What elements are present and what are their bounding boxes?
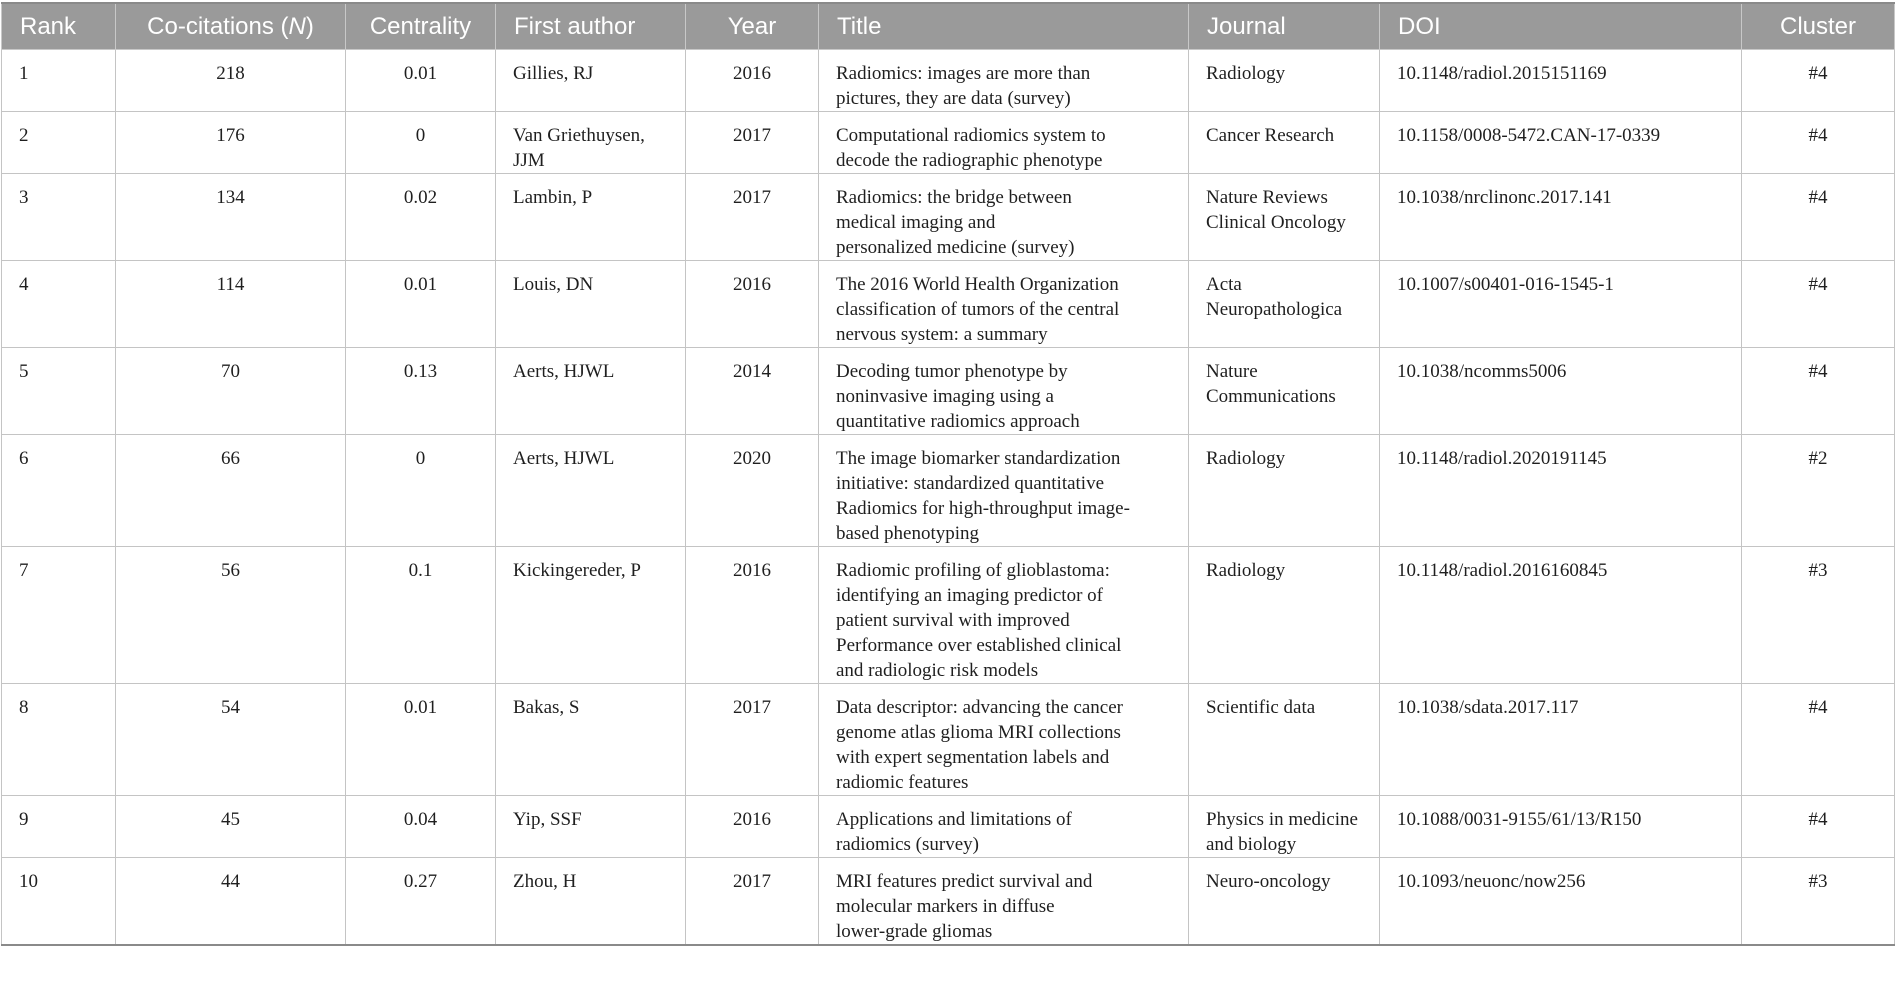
header-cocitations-n: N: [288, 13, 306, 40]
cell-cocitations: 70: [116, 348, 346, 435]
cell-year: 2016: [686, 547, 819, 684]
cell-title-line: genome atlas glioma MRI collections: [836, 722, 1121, 743]
cell-doi: 10.1088/0031-9155/61/13/R150: [1380, 796, 1742, 858]
cell-rank: 4: [2, 261, 116, 348]
cell-journal-line: Radiology: [1206, 448, 1286, 469]
cell-first-author: [496, 174, 686, 261]
cell-journal: [1189, 684, 1380, 796]
header-first-author: First author: [496, 3, 686, 50]
cell-year: 2016: [686, 261, 819, 348]
cell-first-author: [496, 684, 686, 796]
cell-title-line: based phenotyping: [836, 523, 980, 544]
cell-year: 2020: [686, 435, 819, 547]
cell-journal: [1189, 261, 1380, 348]
cell-rank: 6: [2, 435, 116, 547]
cell-cocitations: 114: [116, 261, 346, 348]
cell-title-line: pictures, they are data (survey): [836, 88, 1071, 109]
cell-title-line: personalized medicine (survey): [836, 237, 1075, 258]
cell-first-author: [496, 547, 686, 684]
cell-journal: [1189, 348, 1380, 435]
cell-year: 2017: [686, 858, 819, 946]
table-row: [2, 684, 1895, 796]
cell-rank: 5: [2, 348, 116, 435]
cell-journal-line: Acta: [1206, 274, 1242, 295]
cell-cocitations: 45: [116, 796, 346, 858]
cell-title: [819, 348, 1189, 435]
cell-journal-line: Physics in medicine: [1206, 809, 1358, 830]
cell-first-author-line: Aerts, HJWL: [513, 361, 615, 382]
cell-journal: [1189, 112, 1380, 174]
header-cocitations-suffix: ): [305, 13, 314, 40]
cell-title: [819, 684, 1189, 796]
cell-title: [819, 435, 1189, 547]
cell-centrality: 0: [346, 112, 496, 174]
cell-title-line: patient survival with improved: [836, 610, 1070, 631]
cell-doi: 10.1093/neuonc/now256: [1380, 858, 1742, 946]
cell-cocitations: 44: [116, 858, 346, 946]
cell-cluster: #3: [1742, 858, 1895, 946]
header-row: [2, 3, 1895, 50]
cell-journal: [1189, 796, 1380, 858]
cell-doi: 10.1038/sdata.2017.117: [1380, 684, 1742, 796]
cell-title-line: and radiologic risk models: [836, 660, 1039, 681]
cell-cocitations: 66: [116, 435, 346, 547]
cell-title-line: initiative: standardized quantitative: [836, 473, 1105, 494]
cell-first-author-line: Gillies, RJ: [513, 63, 594, 84]
table-body: [2, 50, 1895, 946]
cell-title-line: decode the radiographic phenotype: [836, 150, 1103, 171]
cell-year: 2014: [686, 348, 819, 435]
cell-doi: 10.1148/radiol.2016160845: [1380, 547, 1742, 684]
table-row: [2, 50, 1895, 112]
cell-journal-line: Clinical Oncology: [1206, 212, 1346, 233]
cell-first-author: [496, 50, 686, 112]
cell-cocitations: 54: [116, 684, 346, 796]
cell-cluster: #3: [1742, 547, 1895, 684]
cell-title-line: radiomic features: [836, 772, 969, 793]
cell-cluster: #2: [1742, 435, 1895, 547]
table-row: [2, 112, 1895, 174]
cell-first-author-line: Aerts, HJWL: [513, 448, 615, 469]
cell-title-line: The image biomarker standardization: [836, 448, 1121, 469]
cell-rank: 7: [2, 547, 116, 684]
header-cluster: Cluster: [1742, 3, 1895, 50]
cell-first-author-line: Zhou, H: [513, 871, 577, 892]
cell-doi: 10.1038/ncomms5006: [1380, 348, 1742, 435]
cell-title-line: identifying an imaging predictor of: [836, 585, 1103, 606]
header-title: Title: [819, 3, 1189, 50]
cell-journal: [1189, 547, 1380, 684]
cell-title: [819, 796, 1189, 858]
cell-rank: 3: [2, 174, 116, 261]
cell-title-line: Applications and limitations of: [836, 809, 1072, 830]
cell-cluster: #4: [1742, 261, 1895, 348]
cell-journal: [1189, 174, 1380, 261]
cell-journal-line: Cancer Research: [1206, 125, 1335, 146]
cell-first-author: [496, 435, 686, 547]
cell-title-line: medical imaging and: [836, 212, 996, 233]
table-row: [2, 858, 1895, 946]
cell-year: 2017: [686, 174, 819, 261]
cell-rank: 10: [2, 858, 116, 946]
cell-cocitations: 56: [116, 547, 346, 684]
cell-centrality: 0.02: [346, 174, 496, 261]
header-year: Year: [686, 3, 819, 50]
cell-first-author: [496, 796, 686, 858]
cell-year: 2016: [686, 796, 819, 858]
cocitation-table: [1, 2, 1895, 946]
cell-first-author-line: Kickingereder, P: [513, 560, 641, 581]
cell-title-line: Performance over established clinical: [836, 635, 1122, 656]
cell-cocitations: 176: [116, 112, 346, 174]
header-cocitations-prefix: Co-citations (: [147, 13, 289, 40]
cell-first-author-line: Bakas, S: [513, 697, 580, 718]
table-row: [2, 796, 1895, 858]
cell-journal: [1189, 858, 1380, 946]
table-row: [2, 174, 1895, 261]
cell-title: [819, 858, 1189, 946]
cell-year: 2017: [686, 684, 819, 796]
cell-journal-line: Radiology: [1206, 63, 1286, 84]
cell-cluster: #4: [1742, 112, 1895, 174]
cell-first-author: [496, 858, 686, 946]
cell-year: 2017: [686, 112, 819, 174]
cell-doi: 10.1158/0008-5472.CAN-17-0339: [1380, 112, 1742, 174]
cell-doi: 10.1148/radiol.2020191145: [1380, 435, 1742, 547]
cell-centrality: 0.27: [346, 858, 496, 946]
cell-first-author: [496, 348, 686, 435]
cell-year: 2016: [686, 50, 819, 112]
cell-title-line: with expert segmentation labels and: [836, 747, 1110, 768]
cell-rank: 8: [2, 684, 116, 796]
cell-journal: [1189, 50, 1380, 112]
cell-cluster: #4: [1742, 348, 1895, 435]
cell-title-line: The 2016 World Health Organization: [836, 274, 1119, 295]
cell-centrality: 0.04: [346, 796, 496, 858]
table-header: [2, 3, 1895, 50]
cell-cocitations: 134: [116, 174, 346, 261]
header-rank: Rank: [2, 3, 116, 50]
cell-title: [819, 112, 1189, 174]
cell-cocitations: 218: [116, 50, 346, 112]
cell-title: [819, 261, 1189, 348]
header-cocitations: [116, 3, 346, 50]
cell-title-line: lower-grade gliomas: [836, 921, 993, 942]
cell-title: [819, 547, 1189, 684]
cell-journal-line: Nature: [1206, 361, 1258, 382]
cell-journal-line: Neuropathologica: [1206, 299, 1343, 320]
cell-title-line: nervous system: a summary: [836, 324, 1048, 345]
cell-first-author-line: Van Griethuysen,: [513, 125, 645, 146]
cocitation-table-container: [1, 2, 1894, 946]
cell-title-line: Computational radiomics system to: [836, 125, 1106, 146]
cell-title-line: radiomics (survey): [836, 834, 979, 855]
cell-doi: 10.1148/radiol.2015151169: [1380, 50, 1742, 112]
cell-journal-line: Scientific data: [1206, 697, 1316, 718]
cell-journal-line: Radiology: [1206, 560, 1286, 581]
cell-doi: 10.1007/s00401-016-1545-1: [1380, 261, 1742, 348]
cell-first-author-line: Lambin, P: [513, 187, 593, 208]
table-row: [2, 261, 1895, 348]
cell-title-line: Radiomic profiling of glioblastoma:: [836, 560, 1110, 581]
header-journal: Journal: [1189, 3, 1380, 50]
cell-journal-line: Communications: [1206, 386, 1336, 407]
cell-journal: [1189, 435, 1380, 547]
cell-centrality: 0.01: [346, 50, 496, 112]
cell-cluster: #4: [1742, 50, 1895, 112]
cell-title-line: quantitative radiomics approach: [836, 411, 1080, 432]
cell-title-line: MRI features predict survival and: [836, 871, 1093, 892]
cell-title-line: Radiomics for high-throughput image-: [836, 498, 1130, 519]
cell-cluster: #4: [1742, 796, 1895, 858]
header-centrality: Centrality: [346, 3, 496, 50]
cell-journal-line: and biology: [1206, 834, 1297, 855]
cell-first-author: [496, 261, 686, 348]
cell-cluster: #4: [1742, 174, 1895, 261]
cell-first-author-line: JJM: [513, 150, 545, 171]
cell-title-line: Radiomics: the bridge between: [836, 187, 1072, 208]
cell-first-author-line: Yip, SSF: [513, 809, 582, 830]
cell-journal-line: Neuro-oncology: [1206, 871, 1331, 892]
cell-title-line: Data descriptor: advancing the cancer: [836, 697, 1123, 718]
cell-rank: 2: [2, 112, 116, 174]
header-doi: DOI: [1380, 3, 1742, 50]
cell-centrality: 0.01: [346, 684, 496, 796]
cell-title-line: Decoding tumor phenotype by: [836, 361, 1068, 382]
cell-centrality: 0.1: [346, 547, 496, 684]
cell-rank: 9: [2, 796, 116, 858]
cell-title: [819, 50, 1189, 112]
cell-title-line: noninvasive imaging using a: [836, 386, 1054, 407]
cell-doi: 10.1038/nrclinonc.2017.141: [1380, 174, 1742, 261]
cell-title-line: Radiomics: images are more than: [836, 63, 1091, 84]
cell-centrality: 0.13: [346, 348, 496, 435]
cell-centrality: 0: [346, 435, 496, 547]
cell-title: [819, 174, 1189, 261]
cell-first-author: [496, 112, 686, 174]
cell-journal-line: Nature Reviews: [1206, 187, 1328, 208]
cell-centrality: 0.01: [346, 261, 496, 348]
cell-cluster: #4: [1742, 684, 1895, 796]
cell-first-author-line: Louis, DN: [513, 274, 594, 295]
table-row: [2, 348, 1895, 435]
cell-title-line: classification of tumors of the central: [836, 299, 1120, 320]
cell-rank: 1: [2, 50, 116, 112]
table-row: [2, 547, 1895, 684]
cell-title-line: molecular markers in diffuse: [836, 896, 1055, 917]
table-row: [2, 435, 1895, 547]
